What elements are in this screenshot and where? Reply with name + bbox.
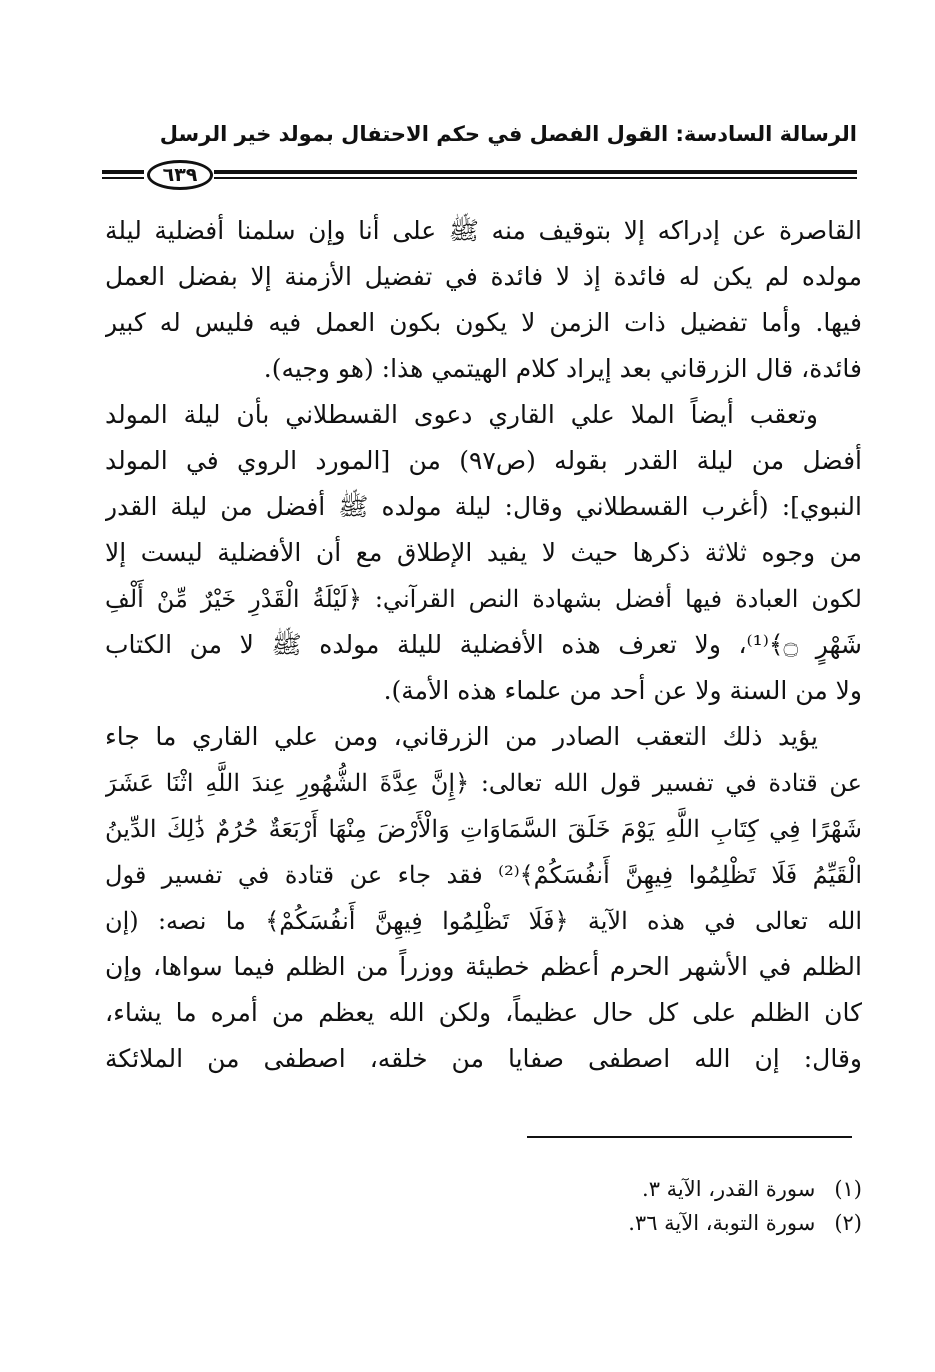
- footnote-number: (٢): [834, 1211, 862, 1235]
- body-line: وقال: إن الله اصطفى صفايا من خلقه، اصطفى من الملائكة: [105, 1044, 862, 1073]
- footnote-item: [500, 1206, 862, 1240]
- body-line: النبوي]: (أغرب القسطلاني وقال: ليلة مولده ﷺ أفضل من ليلة القدر: [105, 492, 862, 521]
- footnote-separator: [527, 1136, 852, 1138]
- header-rule-left: [102, 170, 144, 179]
- main-body-text: [105, 208, 862, 1082]
- body-line: الظلم في الأشهر الحرم أعظم خطيئة ووزراً من الظلم فيما سواها، وإن: [105, 952, 862, 981]
- footnote-text: سورة القدر، الآية ٣.: [642, 1177, 816, 1201]
- body-line: شَهْرًا فِي كِتَابِ اللَّهِ يَوْمَ خَلَقَ السَّمَاوَاتِ وَالْأَرْضَ مِنْهَا أَرْبَعَةٌ حُرُمٌ ذَٰلِكَ الدِّينُ: [105, 815, 862, 843]
- footnotes: [500, 1172, 862, 1240]
- footnote-item: [500, 1172, 862, 1206]
- body-line: شَهْرٍ ۝﴾⁽¹⁾، ولا تعرف هذه الأفضلية لليلة مولده ﷺ لا من الكتاب: [105, 630, 862, 659]
- body-line: وتعقب أيضاً الملا علي القاري دعوى القسطلاني بأن ليلة المولد: [105, 400, 818, 429]
- body-line: أفضل من ليلة القدر بقوله (ص٩٧) من [المورد الروي في المولد: [105, 446, 862, 475]
- body-line: من وجوه ثلاثة ذكرها حيث لا يفيد الإطلاق مع أن الأفضلية ليست إلا: [105, 538, 862, 567]
- body-line: القاصرة عن إدراكه إلا بتوقيف منه ﷺ على أنا وإن سلمنا أفضلية ليلة: [105, 216, 862, 245]
- body-line: لكون العبادة فيها أفضل بشهادة النص القرآني: ﴿لَيْلَةُ الْقَدْرِ خَيْرٌ مِّنْ أَلْفِ: [105, 585, 862, 613]
- body-line: الله تعالى في هذه الآية ﴿فَلَا تَظْلِمُوا فِيهِنَّ أَنفُسَكُمْ﴾ ما نصه: (إن: [105, 907, 862, 935]
- page-number: ٦٣٩: [147, 160, 213, 190]
- body-line: فائدة، قال الزرقاني بعد إيراد كلام الهيتمي هذا: (هو وجيه).: [263, 354, 862, 383]
- header-rule-right: [214, 170, 857, 179]
- body-line: كان الظلم على كل حال عظيماً، ولكن الله يعظم من أمره ما يشاء،: [105, 998, 862, 1027]
- footnote-text: سورة التوبة، الآية ٣٦.: [628, 1211, 816, 1235]
- body-line: ولا من السنة ولا عن أحد من علماء هذه الأمة).: [383, 676, 862, 705]
- body-line: الْقَيِّمُ فَلَا تَظْلِمُوا فِيهِنَّ أَنفُسَكُمْ﴾⁽²⁾ فقد جاء عن قتادة في تفسير قول: [105, 861, 862, 889]
- body-line: يؤيد ذلك التعقب الصادر من الزرقاني، ومن علي القاري ما جاء: [105, 722, 818, 751]
- body-line: مولده لم يكن له فائدة إذ لا فائدة في تفضيل الأزمنة إلا بفضل العمل: [105, 262, 862, 291]
- footnote-number: (١): [834, 1177, 862, 1201]
- running-header-title: الرسالة السادسة: القول الفصل في حكم الاحتفال بمولد خير الرسل: [159, 122, 857, 146]
- body-line: عن قتادة في تفسير قول الله تعالى: ﴿إِنَّ عِدَّةَ الشُّهُورِ عِندَ اللَّهِ اثْنَا عَشَرَ: [105, 769, 862, 797]
- body-line: فيها. وأما تفضيل ذات الزمن لا يكون بكون العمل فيه فليس له كبير: [105, 308, 862, 337]
